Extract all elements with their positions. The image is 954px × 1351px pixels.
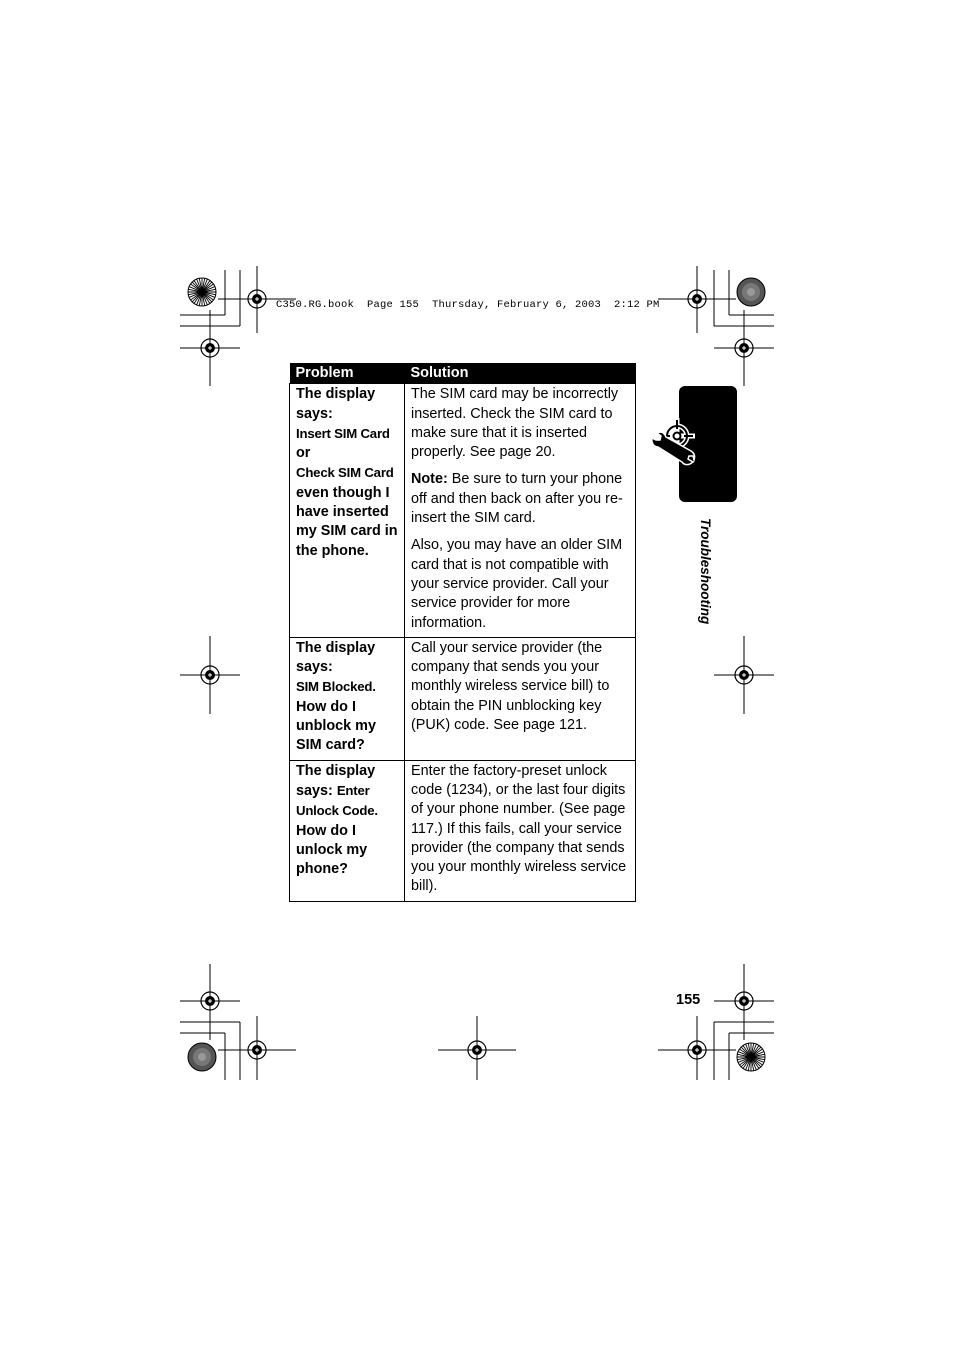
display-message: Enter Unlock Code.: [296, 782, 378, 819]
display-message: SIM Blocked.: [296, 679, 376, 695]
print-header-line: C350.RG.book Page 155 Thursday, February 6, 2003 2:12 PM: [276, 299, 660, 311]
table-row: [290, 637, 636, 760]
solution-text: The SIM card may be incorrectly inserted. Check the SIM card to make sure that it is inserted properly. See page 20.: [411, 386, 619, 461]
column-header-problem: Problem: [290, 363, 405, 384]
problem-text: even though I have inserted my SIM card in the phone.: [296, 484, 398, 559]
solution-cell: [405, 637, 636, 760]
solution-text: Enter the factory-preset unlock code (1234), or the last four digits of your phone number. (See page 117.) If this fails, call your service provider (the company that sends you your monthly wireless service bill).: [411, 762, 627, 895]
problem-text: How do I unlock my phone?: [296, 822, 368, 878]
display-message: Check SIM Card: [296, 465, 394, 481]
section-label: Troubleshooting: [698, 518, 713, 625]
page-number: 155: [676, 992, 701, 1008]
column-header-solution: Solution: [405, 363, 636, 384]
problem-text: The display says:: [296, 386, 376, 422]
table-row: [290, 384, 636, 638]
problem-cell: [290, 637, 405, 760]
problem-cell: [290, 760, 405, 901]
display-message: Insert SIM Card: [296, 425, 390, 441]
solution-text: Call your service provider (the company that sends you your monthly wireless service bill) to obtain the PIN unblocking key (PUK) code. See page 121.: [411, 639, 610, 734]
solution-text: Also, you may have an older SIM card that is not compatible with your service provider. Call your service provider for more information.: [411, 537, 623, 631]
problem-text: The display says:: [296, 639, 376, 676]
solution-cell: [405, 384, 636, 638]
troubleshooting-table: [289, 363, 636, 902]
note-label: Note:: [411, 471, 448, 488]
problem-text: The display says:: [296, 762, 376, 799]
note-text: Be sure to turn your phone off and then back on after you re-insert the SIM card.: [411, 471, 623, 527]
solution-note: [411, 470, 629, 528]
table-header-row: [290, 363, 636, 384]
problem-cell: [290, 384, 405, 638]
problem-text: How do I unblock my SIM card?: [296, 698, 376, 754]
wrench-target-icon: [649, 416, 699, 468]
solution-cell: [405, 760, 636, 901]
table-row: [290, 760, 636, 901]
problem-text: or: [296, 445, 311, 462]
